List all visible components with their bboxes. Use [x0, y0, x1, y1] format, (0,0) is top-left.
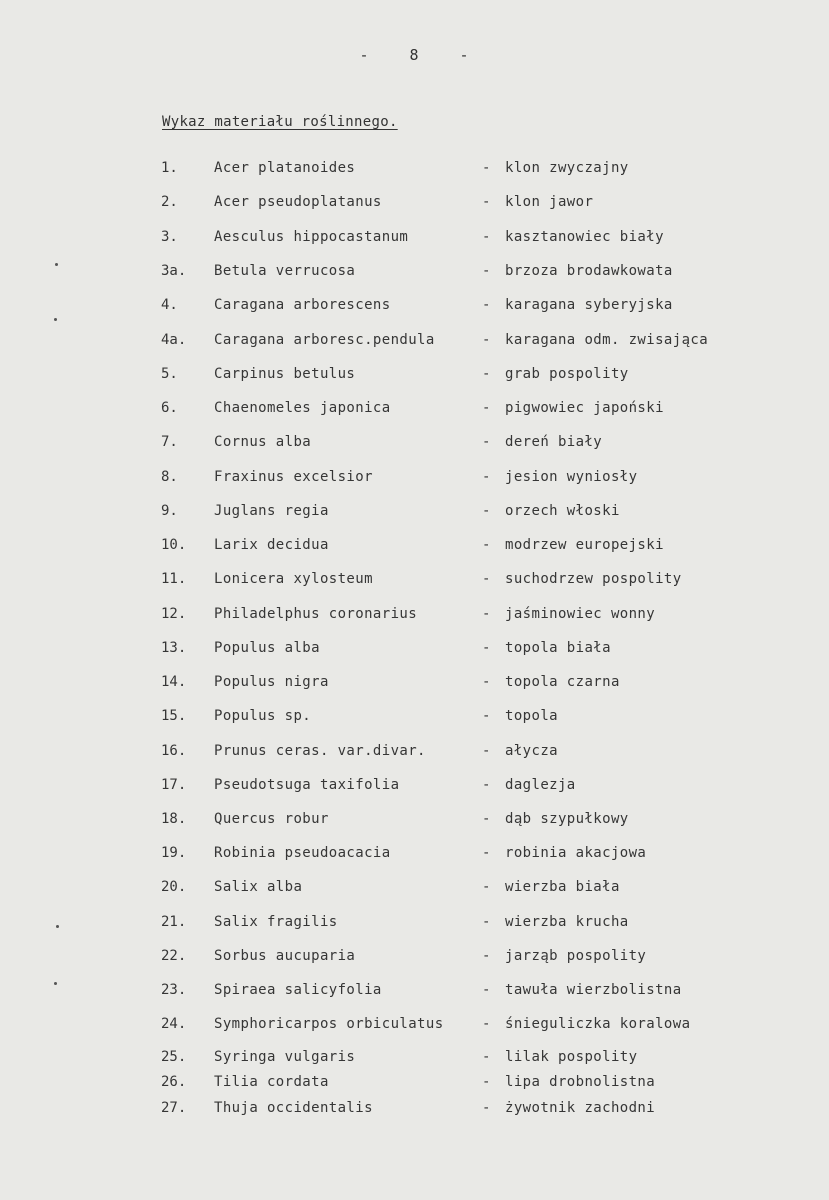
separator-dash: -: [482, 434, 491, 450]
separator-dash: -: [482, 1100, 491, 1116]
list-item: [0, 1071, 829, 1093]
list-item: [0, 397, 829, 419]
polish-name: pigwowiec japoński: [505, 400, 664, 416]
separator-dash: -: [482, 811, 491, 827]
list-item: [0, 671, 829, 693]
item-number: 16.: [161, 743, 187, 759]
polish-name: brzoza brodawkowata: [505, 263, 673, 279]
latin-name: Chaenomeles japonica: [214, 400, 391, 416]
latin-name: Cornus alba: [214, 434, 312, 450]
polish-name: żywotnik zachodni: [505, 1100, 656, 1116]
separator-dash: -: [482, 640, 491, 656]
separator-dash: -: [482, 297, 491, 313]
list-item: [0, 157, 829, 179]
polish-name: lipa drobnolistna: [505, 1074, 656, 1090]
polish-name: klon zwyczajny: [505, 160, 629, 176]
page-number-dash-right: -: [459, 46, 470, 64]
latin-name: Larix decidua: [214, 537, 329, 553]
separator-dash: -: [482, 948, 491, 964]
polish-name: modrzew europejski: [505, 537, 664, 553]
latin-name: Salix fragilis: [214, 914, 338, 930]
separator-dash: -: [482, 1016, 491, 1032]
latin-name: Quercus robur: [214, 811, 329, 827]
separator-dash: -: [482, 571, 491, 587]
item-number: 9.: [161, 503, 178, 519]
latin-name: Caragana arboresc.pendula: [214, 332, 435, 348]
latin-name: Syringa vulgaris: [214, 1049, 356, 1065]
latin-name: Robinia pseudoacacia: [214, 845, 391, 861]
item-number: 26.: [161, 1074, 187, 1090]
item-number: 20.: [161, 879, 187, 895]
item-number: 12.: [161, 606, 187, 622]
latin-name: Acer pseudoplatanus: [214, 194, 382, 210]
separator-dash: -: [482, 743, 491, 759]
polish-name: orzech włoski: [505, 503, 620, 519]
list-item: [0, 500, 829, 522]
separator-dash: -: [482, 777, 491, 793]
separator-dash: -: [482, 400, 491, 416]
latin-name: Betula verrucosa: [214, 263, 356, 279]
polish-name: topola: [505, 708, 558, 724]
separator-dash: -: [482, 469, 491, 485]
latin-name: Acer platanoides: [214, 160, 356, 176]
separator-dash: -: [482, 366, 491, 382]
separator-dash: -: [482, 263, 491, 279]
latin-name: Populus alba: [214, 640, 320, 656]
item-number: 5.: [161, 366, 178, 382]
item-number: 6.: [161, 400, 178, 416]
polish-name: grab pospolity: [505, 366, 629, 382]
latin-name: Philadelphus coronarius: [214, 606, 418, 622]
list-item: [0, 294, 829, 316]
list-item: [0, 191, 829, 213]
polish-name: śnieguliczka koralowa: [505, 1016, 691, 1032]
item-number: 18.: [161, 811, 187, 827]
latin-name: Symphoricarpos orbiculatus: [214, 1016, 444, 1032]
separator-dash: -: [482, 537, 491, 553]
latin-name: Juglans regia: [214, 503, 329, 519]
item-number: 19.: [161, 845, 187, 861]
list-item: [0, 1097, 829, 1119]
latin-name: Tilia cordata: [214, 1074, 329, 1090]
separator-dash: -: [482, 1049, 491, 1065]
separator-dash: -: [482, 332, 491, 348]
item-number: 4a.: [161, 332, 187, 348]
list-item: [0, 226, 829, 248]
separator-dash: -: [482, 708, 491, 724]
page-number-dash-left: -: [359, 46, 370, 64]
list-item: [0, 466, 829, 488]
item-number: 17.: [161, 777, 187, 793]
polish-name: klon jawor: [505, 194, 594, 210]
polish-name: kasztanowiec biały: [505, 229, 664, 245]
item-number: 23.: [161, 982, 187, 998]
latin-name: Carpinus betulus: [214, 366, 356, 382]
item-number: 21.: [161, 914, 187, 930]
latin-name: Populus sp.: [214, 708, 312, 724]
item-number: 11.: [161, 571, 187, 587]
separator-dash: -: [482, 982, 491, 998]
latin-name: Thuja occidentalis: [214, 1100, 373, 1116]
item-number: 27.: [161, 1100, 187, 1116]
polish-name: wierzba krucha: [505, 914, 629, 930]
item-number: 25.: [161, 1049, 187, 1065]
latin-name: Spiraea salicyfolia: [214, 982, 382, 998]
separator-dash: -: [482, 503, 491, 519]
item-number: 22.: [161, 948, 187, 964]
polish-name: robinia akacjowa: [505, 845, 647, 861]
separator-dash: -: [482, 194, 491, 210]
scan-dot: [56, 925, 59, 928]
polish-name: dereń biały: [505, 434, 603, 450]
polish-name: jaśminowiec wonny: [505, 606, 656, 622]
latin-name: Prunus ceras. var.divar.: [214, 743, 426, 759]
polish-name: lilak pospolity: [505, 1049, 638, 1065]
separator-dash: -: [482, 229, 491, 245]
separator-dash: -: [482, 674, 491, 690]
latin-name: Salix alba: [214, 879, 303, 895]
list-item: [0, 945, 829, 967]
page-number: 8: [409, 46, 420, 64]
list-item: [0, 260, 829, 282]
polish-name: wierzba biała: [505, 879, 620, 895]
item-number: 14.: [161, 674, 187, 690]
scan-dot: [55, 263, 58, 266]
item-number: 1.: [161, 160, 178, 176]
scan-dot: [54, 982, 57, 985]
polish-name: karagana odm. zwisająca: [505, 332, 709, 348]
separator-dash: -: [482, 879, 491, 895]
latin-name: Lonicera xylosteum: [214, 571, 373, 587]
list-item: [0, 637, 829, 659]
item-number: 7.: [161, 434, 178, 450]
polish-name: ałycza: [505, 743, 558, 759]
item-number: 13.: [161, 640, 187, 656]
list-item: [0, 363, 829, 385]
separator-dash: -: [482, 606, 491, 622]
separator-dash: -: [482, 914, 491, 930]
list-item: [0, 603, 829, 625]
list-item: [0, 1046, 829, 1068]
latin-name: Sorbus aucuparia: [214, 948, 356, 964]
polish-name: topola biała: [505, 640, 611, 656]
separator-dash: -: [482, 845, 491, 861]
item-number: 24.: [161, 1016, 187, 1032]
list-item: [0, 1013, 829, 1035]
list-item: [0, 705, 829, 727]
polish-name: topola czarna: [505, 674, 620, 690]
separator-dash: -: [482, 1074, 491, 1090]
item-number: 2.: [161, 194, 178, 210]
polish-name: suchodrzew pospolity: [505, 571, 682, 587]
list-item: [0, 740, 829, 762]
list-item: [0, 876, 829, 898]
page-number-line: [0, 46, 829, 64]
latin-name: Aesculus hippocastanum: [214, 229, 409, 245]
latin-name: Populus nigra: [214, 674, 329, 690]
latin-name: Fraxinus excelsior: [214, 469, 373, 485]
list-item: [0, 431, 829, 453]
list-item: [0, 568, 829, 590]
polish-name: tawuła wierzbolistna: [505, 982, 682, 998]
separator-dash: -: [482, 160, 491, 176]
list-item: [0, 911, 829, 933]
list-item: [0, 979, 829, 1001]
polish-name: karagana syberyjska: [505, 297, 673, 313]
polish-name: jesion wyniosły: [505, 469, 638, 485]
item-number: 8.: [161, 469, 178, 485]
list-item: [0, 534, 829, 556]
list-item: [0, 329, 829, 351]
document-heading: Wykaz materiału roślinnego.: [162, 114, 398, 130]
list-item: [0, 808, 829, 830]
scan-dot: [54, 318, 57, 321]
list-item: [0, 842, 829, 864]
polish-name: daglezja: [505, 777, 576, 793]
item-number: 10.: [161, 537, 187, 553]
item-number: 4.: [161, 297, 178, 313]
latin-name: Caragana arborescens: [214, 297, 391, 313]
item-number: 3.: [161, 229, 178, 245]
item-number: 3a.: [161, 263, 187, 279]
polish-name: dąb szypułkowy: [505, 811, 629, 827]
polish-name: jarząb pospolity: [505, 948, 647, 964]
list-item: [0, 774, 829, 796]
latin-name: Pseudotsuga taxifolia: [214, 777, 400, 793]
item-number: 15.: [161, 708, 187, 724]
